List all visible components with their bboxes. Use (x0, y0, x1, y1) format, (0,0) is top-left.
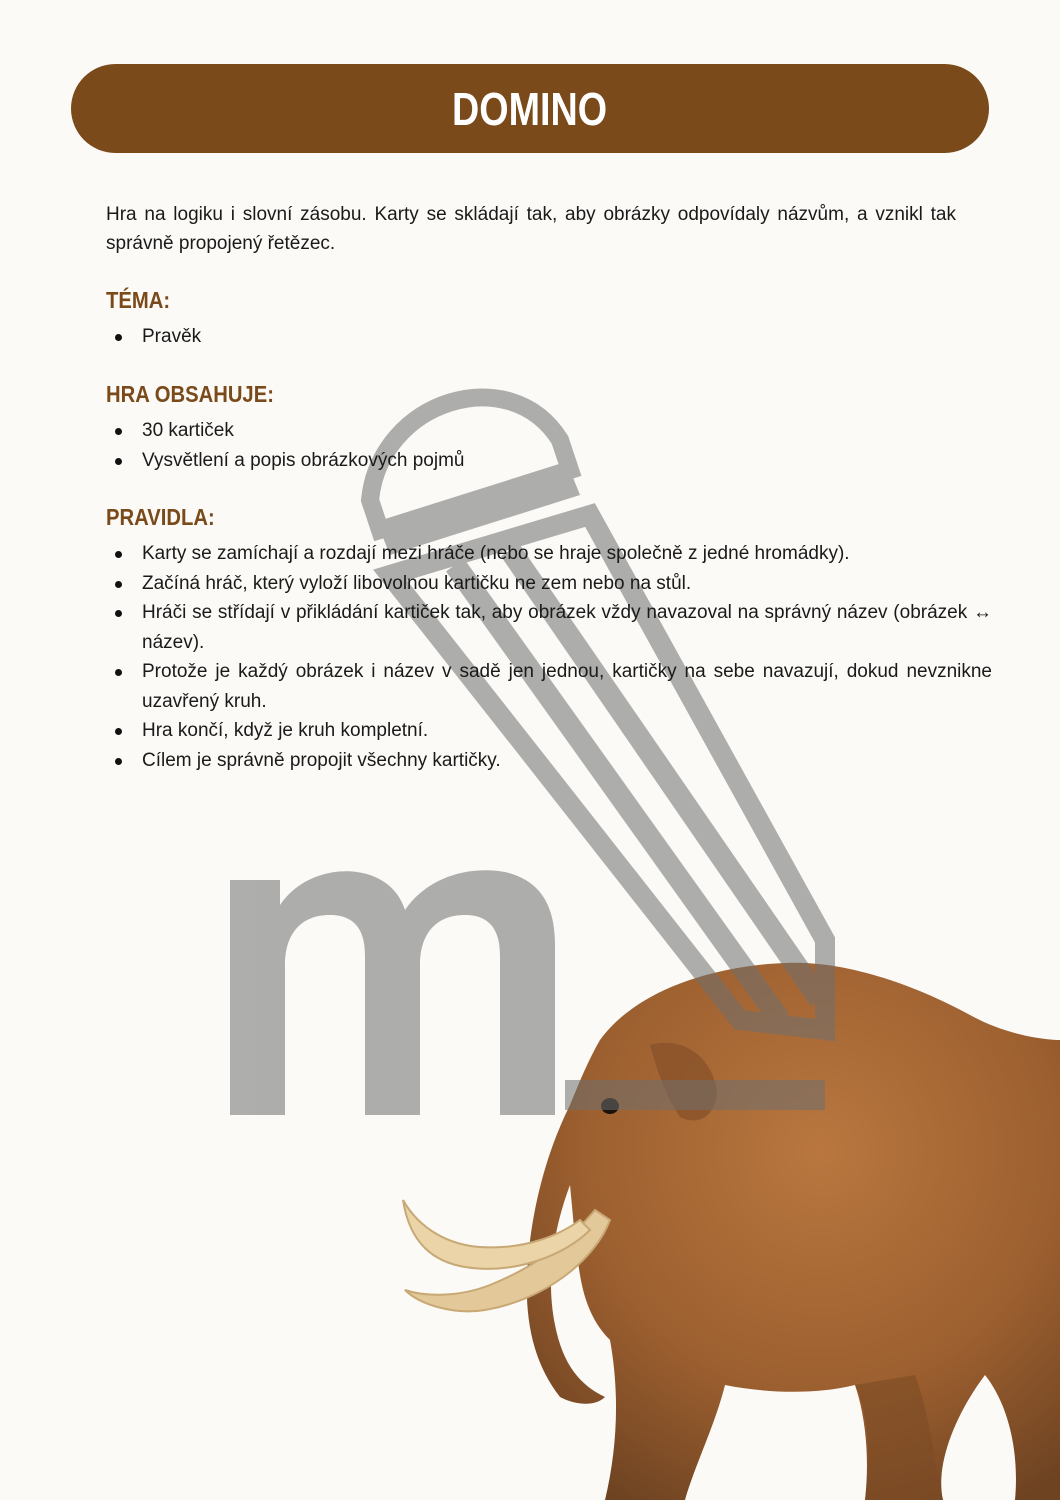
list-hra-obsahuje (106, 416, 464, 475)
content-area (106, 200, 992, 771)
list-item: Karty se zamíchají a rozdají mezi hráče (nebo se hraje společně z jedné hromádky). (142, 539, 992, 569)
list-tema (106, 322, 201, 352)
list-item: Pravěk (142, 322, 201, 352)
list-item: Začíná hráč, který vyloží libovolnou kartičku ne zem nebo na stůl. (142, 569, 992, 599)
title-banner (71, 64, 989, 153)
list-item: Hra končí, když je kruh kompletní. (142, 716, 992, 746)
list-item: 30 kartiček (142, 416, 464, 446)
list-item: Protože je každý obrázek i název v sadě jen jednou, kartičky na sebe navazují, dokud nevznikne uzavřený kruh. (142, 657, 992, 716)
list-item: Hráči se střídají v přikládání kartiček tak, aby obrázek vždy navazoval na správný název (obrázek ↔ název). (142, 598, 992, 657)
heading-pravidla: PRAVIDLA: (106, 504, 215, 530)
intro-paragraph: Hra na logiku i slovní zásobu. Karty se skládají tak, aby obrázky odpovídaly názvům, a vznikl tak správně propojený řetězec. (106, 204, 956, 254)
heading-tema: TÉMA: (106, 287, 171, 313)
list-item: Cílem je správně propojit všechny kartičky. (142, 746, 992, 776)
page-title: DOMINO (452, 82, 608, 135)
list-item: Vysvětlení a popis obrázkových pojmů (142, 446, 464, 476)
heading-hra-obsahuje: HRA OBSAHUJE: (106, 381, 274, 407)
list-pravidla (106, 539, 992, 775)
